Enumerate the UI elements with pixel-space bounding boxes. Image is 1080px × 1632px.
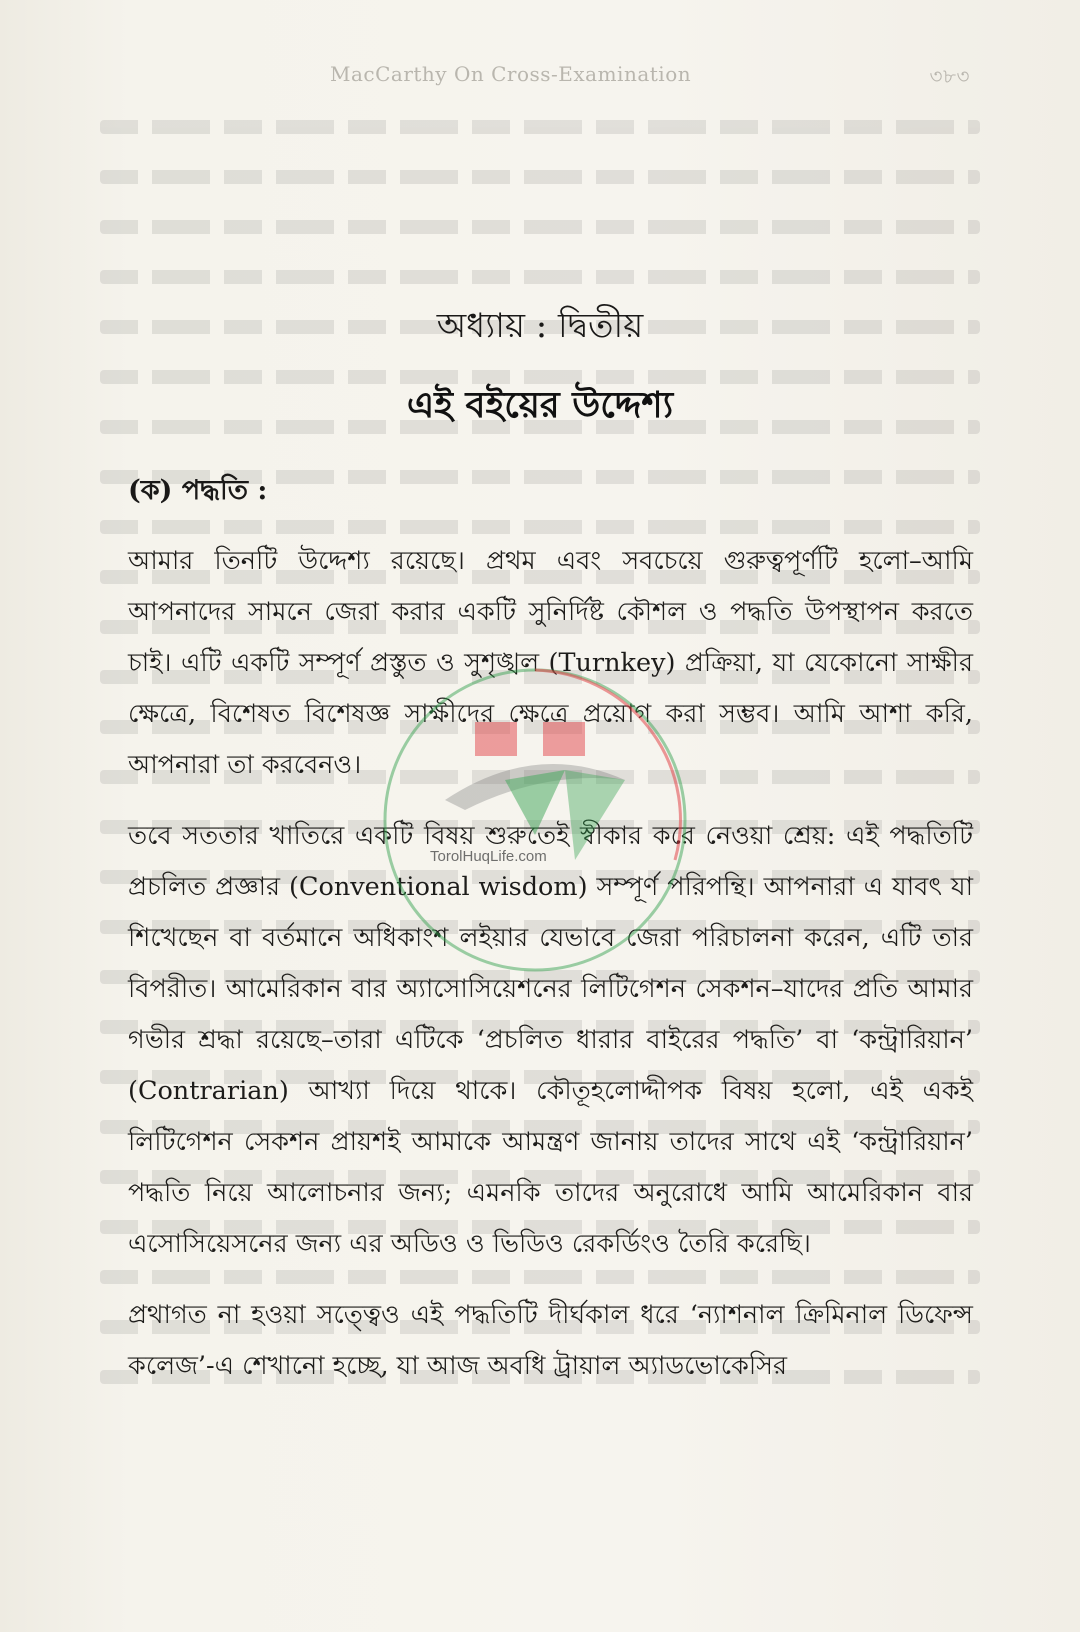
paragraph-2: তবে সততার খাতিরে একটি বিষয় শুরুতেই স্বীকার করে নেওয়া শ্রেয়: এই পদ্ধতিটি প্রচলিত প্রজ্ঞার (Conventional wisdom) সম্পূর্ণ পরিপন্থি। আপনারা এ যাবৎ যা শিখেছেন বা বর্তমানে অধিকাংশ লইয়ার যেভাবে জেরা পরিচালনা করেন, এটি তার বিপরীত। আমেরিকান বার অ্যাসোসিয়েশনের লিটিগেশন সেকশন–যাদের প্রতি আমার গভীর শ্রদ্ধা রয়েছে–তারা এটিকে ‘প্রচলিত ধারার বাইরের পদ্ধতি’ বা ‘কন্ট্রারিয়ান’ (Contrarian) আখ্যা দিয়ে থাকে। কৌতূহলোদ্দীপক বিষয় হলো, এই একই লিটিগেশন সেকশন প্রায়শই আমাকে আমন্ত্রণ জানায় তাদের সাথে এই ‘কন্ট্রারিয়ান’ পদ্ধতি নিয়ে আলোচনার জন্য; এমনকি তাদের অনুরোধে আমি আমেরিকান বার এসোসিয়েসনের জন্য এর অডিও ও ভিডিও রেকর্ডিংও তৈরি করেছি। xyxy=(128,821,973,1259)
body-text xyxy=(128,536,973,1412)
paragraph-3: প্রথাগত না হওয়া সত্ত্বেও এই পদ্ধতিটি দীর্ঘকাল ধরে ‘ন্যাশনাল ক্রিমিনাল ডিফেন্স কলেজ’-এ শেখানো হচ্ছে, যা আজ অবধি ট্রায়াল অ্যাডভোকেসির xyxy=(128,1300,973,1381)
chapter-label: অধ্যায় : দ্বিতীয় xyxy=(436,306,644,346)
chapter-title: এই বইয়ের উদ্দেশ্য xyxy=(406,384,674,426)
watermark-text: TorolHuqLife.com xyxy=(430,848,547,865)
running-head xyxy=(330,62,970,95)
section-heading: (ক) পদ্ধতি : xyxy=(128,475,268,506)
running-head-title: MacCarthy On Cross-Examination xyxy=(330,62,692,86)
page-number: ৩৮৩ xyxy=(929,64,970,88)
paragraph-1: আমার তিনটি উদ্দেশ্য রয়েছে। প্রথম এবং সবচেয়ে গুরুত্বপূর্ণটি হলো–আমি আপনাদের সামনে জেরা করার একটি সুনির্দিষ্ট কৌশল ও পদ্ধতি উপস্থাপন করতে চাই। এটি একটি সম্পূর্ণ প্রস্তুত ও সুশৃঙ্খল (Turnkey) প্রক্রিয়া, যা যেকোনো সাক্ষীর ক্ষেত্রে, বিশেষত বিশেষজ্ঞ সাক্ষীদের ক্ষেত্রে প্রয়োগ করা সম্ভব। আমি আশা করি, আপনারা তা করবেনও। xyxy=(128,546,973,780)
